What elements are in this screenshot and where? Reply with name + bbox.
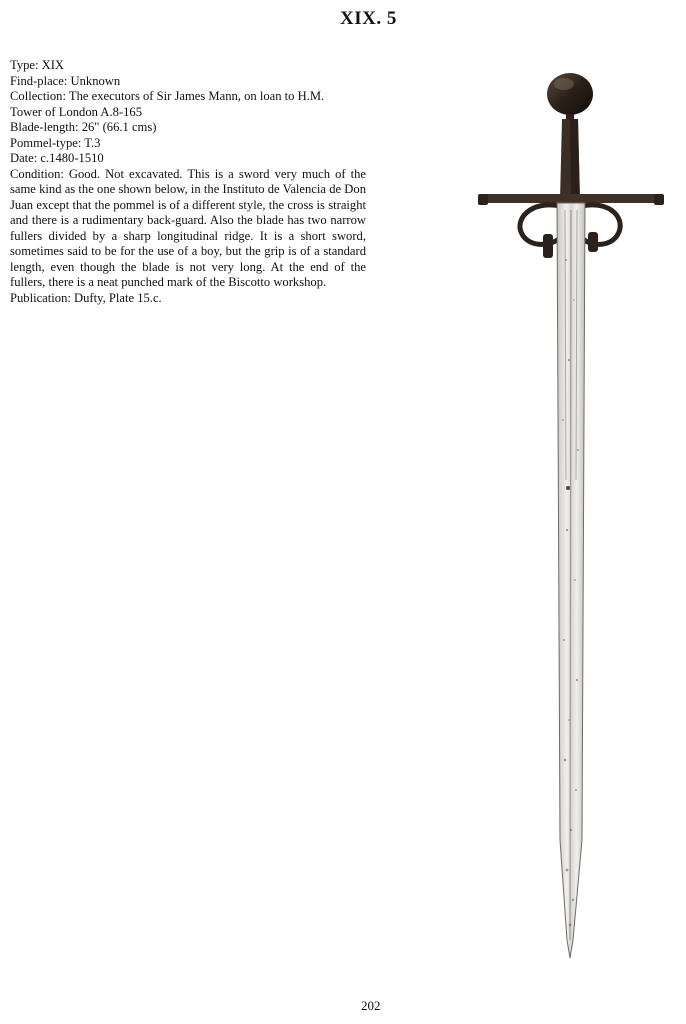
collection-line-1: Collection: The executors of Sir James Mann, on loan to H.M.: [10, 89, 325, 103]
crossguard-quillon-right: [654, 194, 664, 205]
blade-length-line: Blade-length: 26" (66.1 cms): [10, 120, 157, 134]
side-ring-left: [520, 205, 560, 244]
collection-line-2: Tower of London A.8-165: [10, 104, 143, 119]
sword-figure: [470, 60, 680, 970]
crossguard: [478, 194, 664, 203]
type-line: Type: XIX: [10, 58, 65, 72]
crossguard-quillon-left: [478, 194, 488, 205]
sword-illustration: [470, 60, 680, 970]
find-place-line: Find-place: Unknown: [10, 73, 121, 88]
ricasso-guard-right: [588, 232, 598, 252]
workshop-mark: [566, 486, 570, 490]
grip-shadow: [570, 119, 580, 200]
pommel-button: [566, 114, 574, 119]
ricasso-guard-left: [543, 234, 553, 258]
side-ring-right: [582, 205, 620, 244]
publication-line: Publication: Dufty, Plate 15.c.: [10, 290, 162, 305]
page-number: 202: [361, 998, 381, 1013]
page-title: XIX. 5: [340, 8, 397, 29]
pommel-highlight: [554, 78, 574, 90]
date-line: Date: c.1480-1510: [10, 151, 104, 165]
pommel-type-line: Pommel-type: T.3: [10, 135, 101, 150]
catalogue-entry: [10, 58, 366, 306]
condition-paragraph: Condition: Good. Not excavated. This is a sword very much of the same kind as the one shown below, in the Instituto de Valencia de Don Juan except that the pommel is of a different style, the cross is straight and there is a rudimentary back-guard. Also the blade has two narrow fullers divided by a sharp longitudinal ridge. It is a short sword, sometimes said to be for the use of a boy, but the grip is of a standard length, even though the blade is not very long. At the end of the fullers, there is a neat punched mark of the Biscotto workshop.: [10, 166, 366, 289]
